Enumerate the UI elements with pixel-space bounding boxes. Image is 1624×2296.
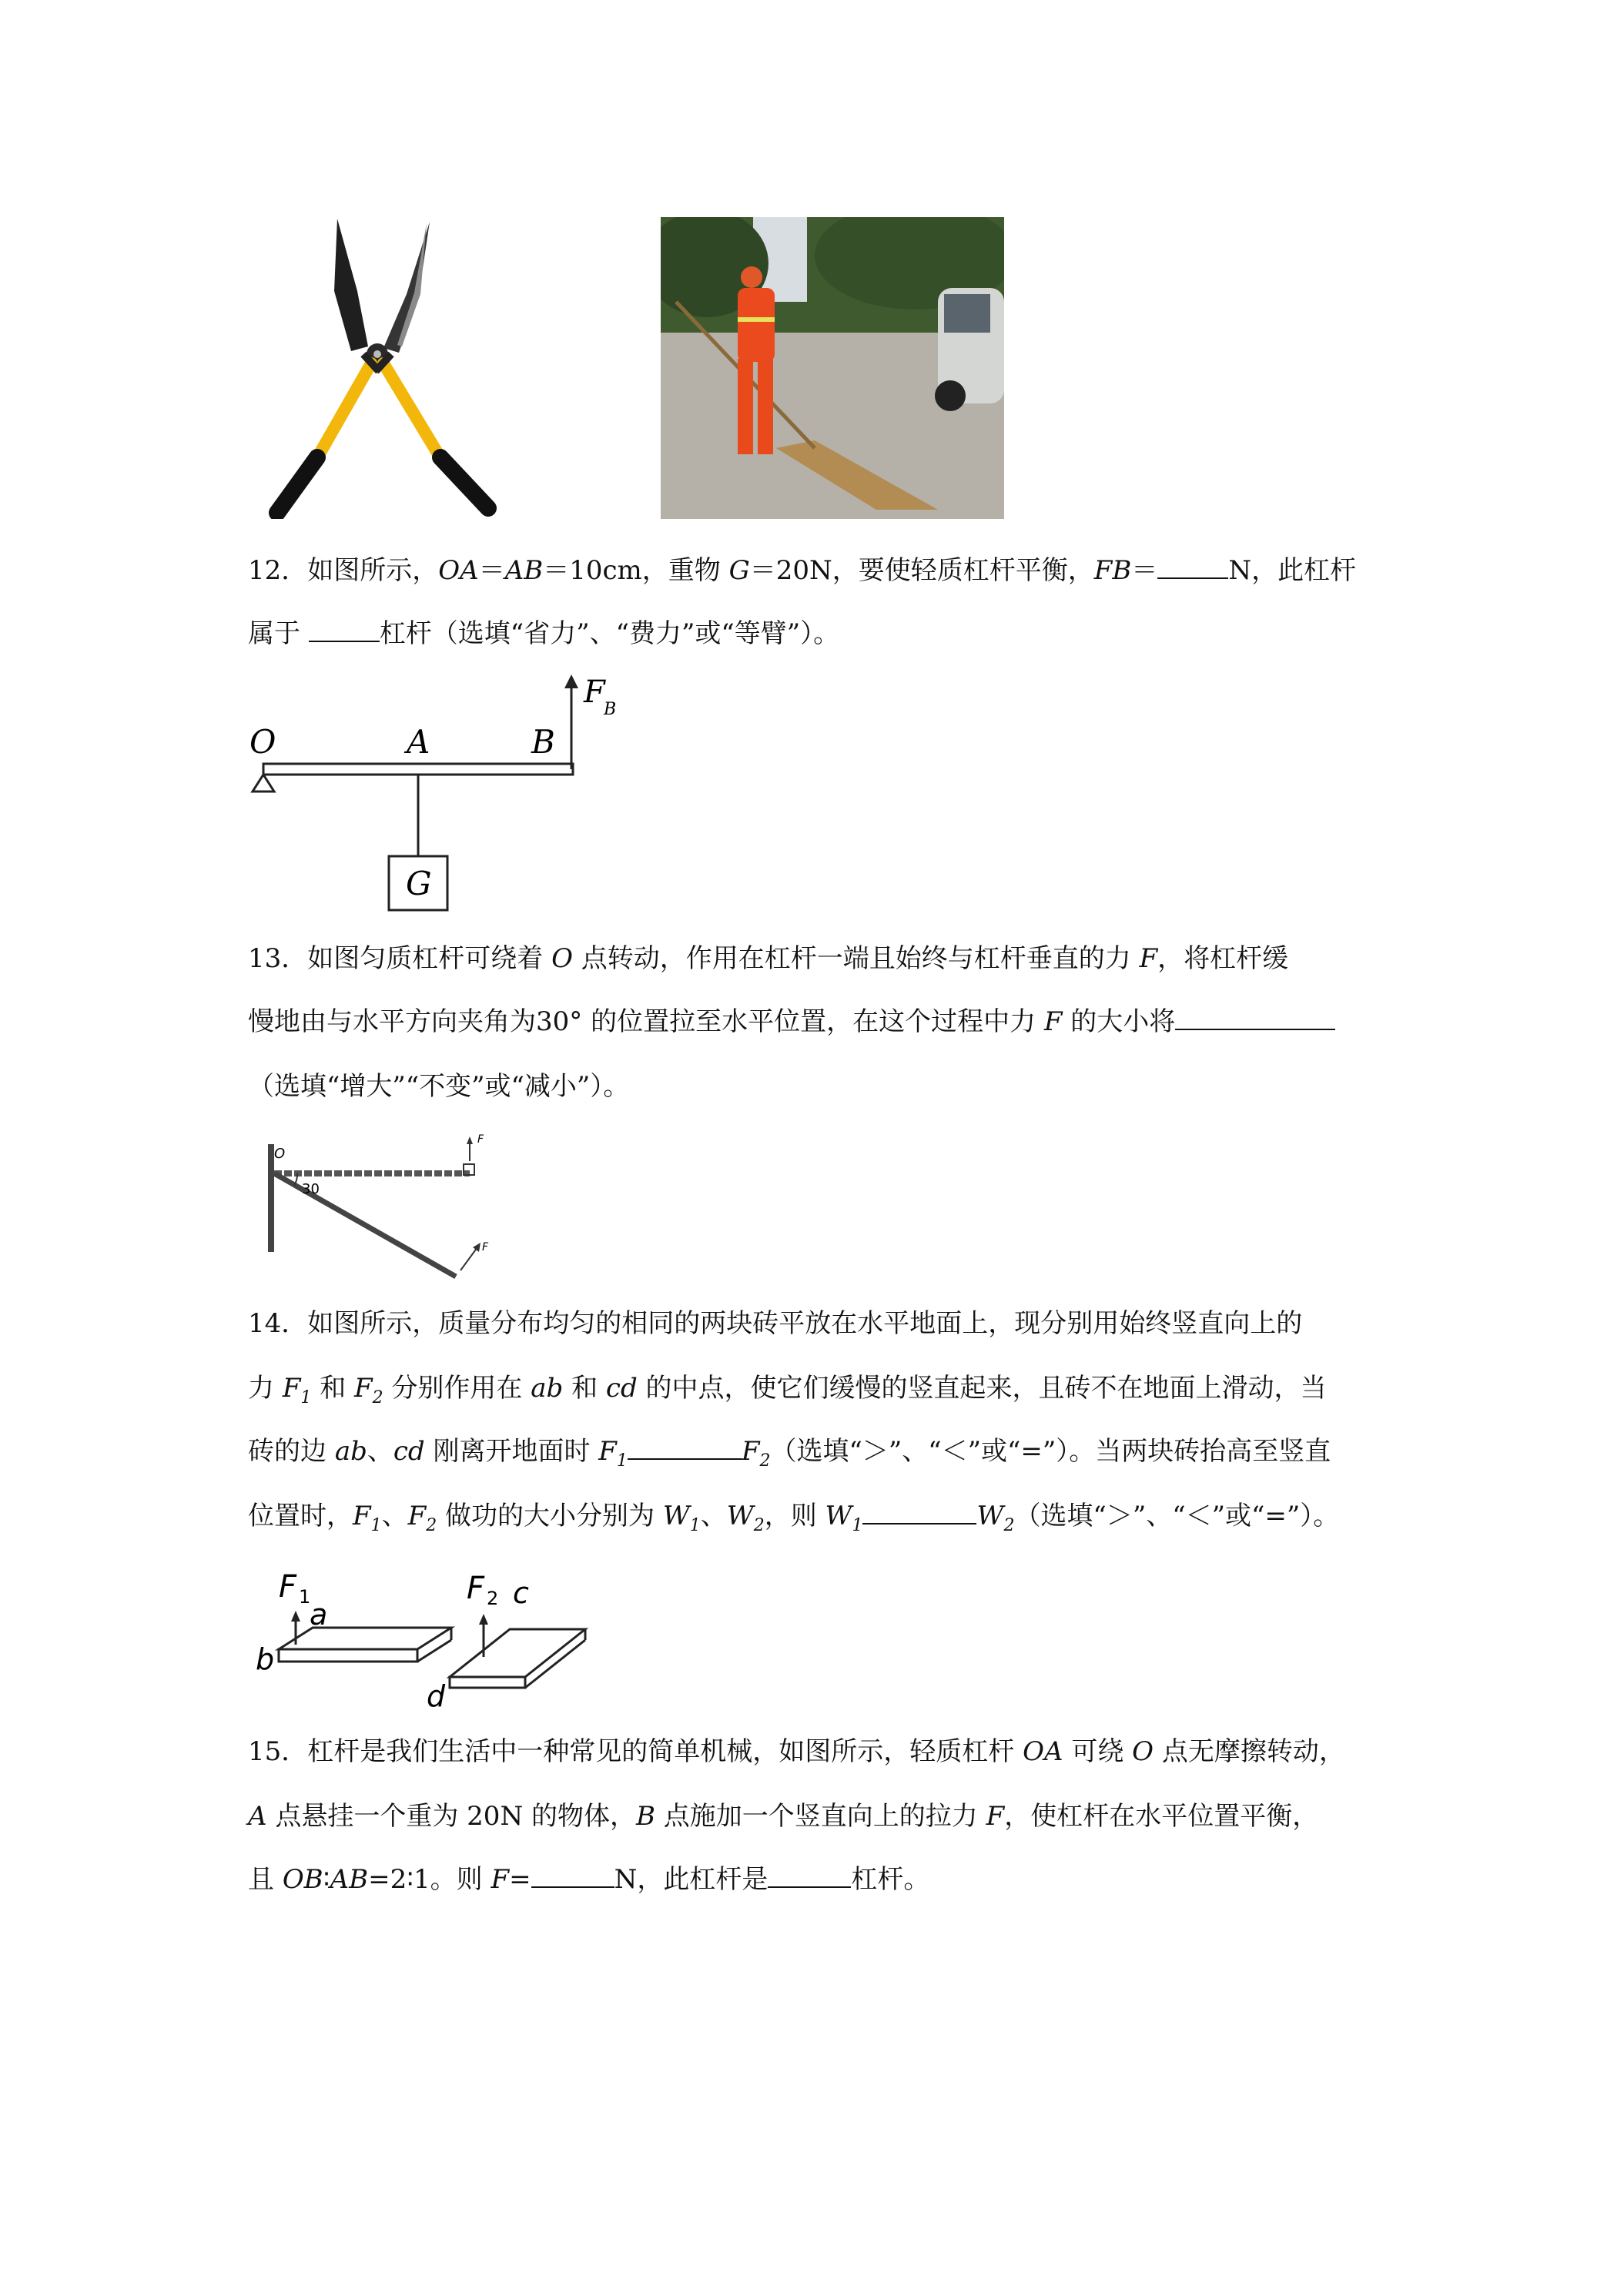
q13-o: O xyxy=(551,943,573,974)
q14-text: 位置时， xyxy=(248,1501,353,1531)
q15-F: F xyxy=(986,1801,1005,1832)
q14-sub: 2 xyxy=(426,1515,437,1535)
q14-cd: cd xyxy=(393,1436,425,1467)
q14-text: 砖的边 xyxy=(248,1436,335,1467)
q15-A: A xyxy=(248,1801,267,1832)
q14-number: 14． xyxy=(248,1308,308,1339)
q13-line-1 xyxy=(248,941,1388,976)
q15-B: B xyxy=(636,1801,655,1832)
q14-text: （选填“＞”、“＜”或“=”）。当两块砖抬高至竖直 xyxy=(770,1436,1331,1467)
q13-f: F xyxy=(1043,1006,1063,1037)
q14-line-4 xyxy=(248,1498,1388,1544)
q12-answer-blank-type[interactable] xyxy=(309,618,380,642)
force-arrow-bottom xyxy=(460,1247,477,1270)
q15-text: ∶ xyxy=(323,1864,330,1895)
q15-text: 可绕 xyxy=(1063,1736,1133,1767)
label-a: a xyxy=(310,1598,328,1632)
q13-text: 如图匀质杠杆可绕着 xyxy=(307,943,552,974)
q14-text: 如图所示，质量分布均匀的相同的两块砖平放在水平地面上，现分别用始终竖直向上的 xyxy=(307,1308,1303,1339)
label-angle: 30 xyxy=(302,1181,320,1197)
q15-text: =2∶1。则 xyxy=(368,1864,491,1895)
q14-sub: 1 xyxy=(852,1515,863,1535)
q14-text: ，则 xyxy=(764,1501,825,1531)
q14-sub: 1 xyxy=(300,1387,312,1407)
q14-sub: 2 xyxy=(372,1387,383,1407)
lever-bar xyxy=(263,764,573,775)
q15-line-2 xyxy=(248,1799,1388,1834)
q15-text: 点悬挂一个重为 20N 的物体， xyxy=(266,1801,636,1832)
street-sweeper-photo xyxy=(661,217,1004,519)
label-F1-sub: 1 xyxy=(299,1586,311,1608)
label-F-sub: B xyxy=(604,700,617,719)
q14-cd: cd xyxy=(605,1373,638,1404)
q14-f2: F xyxy=(741,1436,760,1467)
q14-text: 刚离开地面时 xyxy=(424,1436,599,1467)
q15-o: O xyxy=(1132,1736,1154,1767)
q14-text: 、 xyxy=(700,1501,727,1531)
q14-text: 和 xyxy=(563,1373,606,1404)
hedge-shears-figure xyxy=(248,217,517,519)
q14-f2: F xyxy=(407,1501,427,1531)
q14-line-1 xyxy=(248,1306,1388,1341)
q15-text: 且 xyxy=(248,1864,283,1895)
q15-line-1 xyxy=(248,1734,1388,1769)
wall xyxy=(268,1144,274,1252)
q12-oa: OA xyxy=(438,555,479,586)
q14-ab: ab xyxy=(334,1436,367,1467)
q14-f1: F xyxy=(282,1373,301,1404)
q12-fb: FB xyxy=(1093,555,1132,586)
q13-line-3 xyxy=(248,1069,1388,1104)
q13-text: （选填“增大”“不变”或“减小”）。 xyxy=(248,1071,630,1102)
q14-text: 、 xyxy=(367,1436,393,1467)
q13-number: 13． xyxy=(248,943,308,974)
q12-number: 12． xyxy=(248,555,308,586)
q14-sub: 2 xyxy=(759,1451,771,1471)
q14-ab: ab xyxy=(531,1373,564,1404)
q15-answer-blank-type[interactable] xyxy=(768,1863,851,1888)
q15-text: 杠杆。 xyxy=(851,1864,930,1895)
q13-lever-svg xyxy=(262,1126,516,1295)
q14-text: 的中点，使它们缓慢的竖直起来，且砖不在地面上滑动，当 xyxy=(637,1373,1327,1404)
q14-line-2 xyxy=(248,1371,1388,1416)
q12-line-1 xyxy=(248,553,1388,588)
q14-text: 和 xyxy=(311,1373,355,1404)
pivot-triangle-icon xyxy=(253,775,274,792)
hedge-shears-icon xyxy=(248,217,517,519)
brick-1-front xyxy=(279,1649,417,1662)
force-arrowhead-icon xyxy=(564,674,578,688)
q15-text: 杠杆是我们生活中一种常见的简单机械，如图所示，轻质杠杆 xyxy=(307,1736,1023,1767)
q14-f2: F xyxy=(354,1373,373,1404)
q14-sub: 1 xyxy=(370,1515,382,1535)
label-b: b xyxy=(256,1642,275,1676)
q14-w2: W xyxy=(726,1501,754,1531)
q14-bricks-diagram xyxy=(248,1558,602,1712)
q12-text: 属于 xyxy=(248,618,309,649)
q14-sub: 1 xyxy=(616,1451,628,1471)
q15-text: = xyxy=(509,1864,531,1895)
q14-answer-blank-work[interactable] xyxy=(862,1500,976,1525)
q12-answer-blank-fb[interactable] xyxy=(1157,554,1228,579)
label-B: B xyxy=(531,723,555,761)
q15-ob: OB xyxy=(282,1864,323,1895)
q14-text: 分别作用在 xyxy=(383,1373,531,1404)
q12-text: ＝ xyxy=(478,555,505,586)
brick-2-top xyxy=(450,1629,585,1677)
q14-w1: W xyxy=(662,1501,690,1531)
q14-text: 力 xyxy=(248,1373,283,1404)
q15-answer-blank-force[interactable] xyxy=(531,1863,614,1888)
q14-sub: 2 xyxy=(1003,1515,1015,1535)
q13-line-2 xyxy=(248,1004,1388,1039)
q14-bricks-svg xyxy=(248,1558,602,1712)
q15-line-3 xyxy=(248,1862,1388,1897)
street-sweeper-icon xyxy=(661,217,1004,519)
q14-text: （选填“＞”、“＜”或“=”）。 xyxy=(1014,1501,1340,1531)
brick-1-top xyxy=(279,1628,451,1649)
label-F-bottom: F xyxy=(482,1241,489,1253)
q14-text: 做功的大小分别为 xyxy=(437,1501,663,1531)
q13-answer-blank[interactable] xyxy=(1175,1006,1335,1030)
label-G: G xyxy=(406,865,432,902)
q13-lever-diagram xyxy=(262,1126,516,1295)
q14-sub: 2 xyxy=(753,1515,765,1535)
label-O: O xyxy=(249,723,276,761)
label-F1: F xyxy=(279,1569,297,1605)
label-A: A xyxy=(407,723,430,761)
q12-text: N，此杠杆 xyxy=(1228,555,1357,586)
q15-text: ，使杠杆在水平位置平衡， xyxy=(1004,1801,1319,1832)
f2-arrowhead-icon xyxy=(479,1614,488,1625)
q12-text: 如图所示， xyxy=(307,555,439,586)
label-F2-sub: 2 xyxy=(487,1588,499,1609)
q13-text: ，将杠杆缓 xyxy=(1157,943,1289,974)
brick-2-front xyxy=(450,1677,525,1688)
q15-F: F xyxy=(491,1864,510,1895)
q13-text: 点转动，作用在杠杆一端且始终与杠杆垂直的力 xyxy=(572,943,1140,974)
label-F2: F xyxy=(467,1571,485,1606)
q15-ab: AB xyxy=(330,1864,369,1895)
label-F-top: F xyxy=(477,1133,484,1146)
q14-f1: F xyxy=(353,1501,371,1531)
q13-f: F xyxy=(1139,943,1158,974)
q15-text: 点无摩擦转动， xyxy=(1154,1736,1345,1767)
q12-text: ＝10cm，重物 xyxy=(543,555,729,586)
arrowhead-icon xyxy=(467,1136,473,1144)
q12-g: G xyxy=(728,555,750,586)
q13-text: 的大小将 xyxy=(1062,1006,1176,1037)
q12-text: ＝ xyxy=(1131,555,1158,586)
q14-text: 、 xyxy=(381,1501,408,1531)
q14-f1: F xyxy=(598,1436,617,1467)
q12-line-2 xyxy=(248,616,1388,651)
label-F: F xyxy=(584,674,605,710)
q12-lever-diagram xyxy=(248,671,633,925)
label-c: c xyxy=(513,1576,529,1610)
q12-text: 杠杆（选填“省力”、“费力”或“等臂”）。 xyxy=(379,618,840,649)
f1-arrowhead-icon xyxy=(291,1611,300,1622)
q14-sub: 1 xyxy=(689,1515,701,1535)
q12-lever-svg xyxy=(248,671,633,925)
q13-text: 慢地由与水平方向夹角为30° 的位置拉至水平位置，在这个过程中力 xyxy=(248,1006,1044,1037)
label-O: O xyxy=(274,1146,286,1162)
q14-w2: W xyxy=(976,1501,1004,1531)
q15-number: 15． xyxy=(248,1736,308,1767)
q14-w1: W xyxy=(825,1501,852,1531)
arrowhead-icon xyxy=(473,1243,481,1252)
q12-text: ＝20N，要使轻质杠杆平衡， xyxy=(749,555,1094,586)
q15-text: N，此杠杆是 xyxy=(614,1864,768,1895)
q12-ab: AB xyxy=(504,555,544,586)
q14-answer-blank-force[interactable] xyxy=(628,1435,742,1460)
label-d: d xyxy=(427,1679,446,1712)
q15-text: 点施加一个竖直向上的拉力 xyxy=(655,1801,986,1832)
q14-line-3 xyxy=(248,1434,1388,1479)
q15-oa: OA xyxy=(1023,1736,1063,1767)
